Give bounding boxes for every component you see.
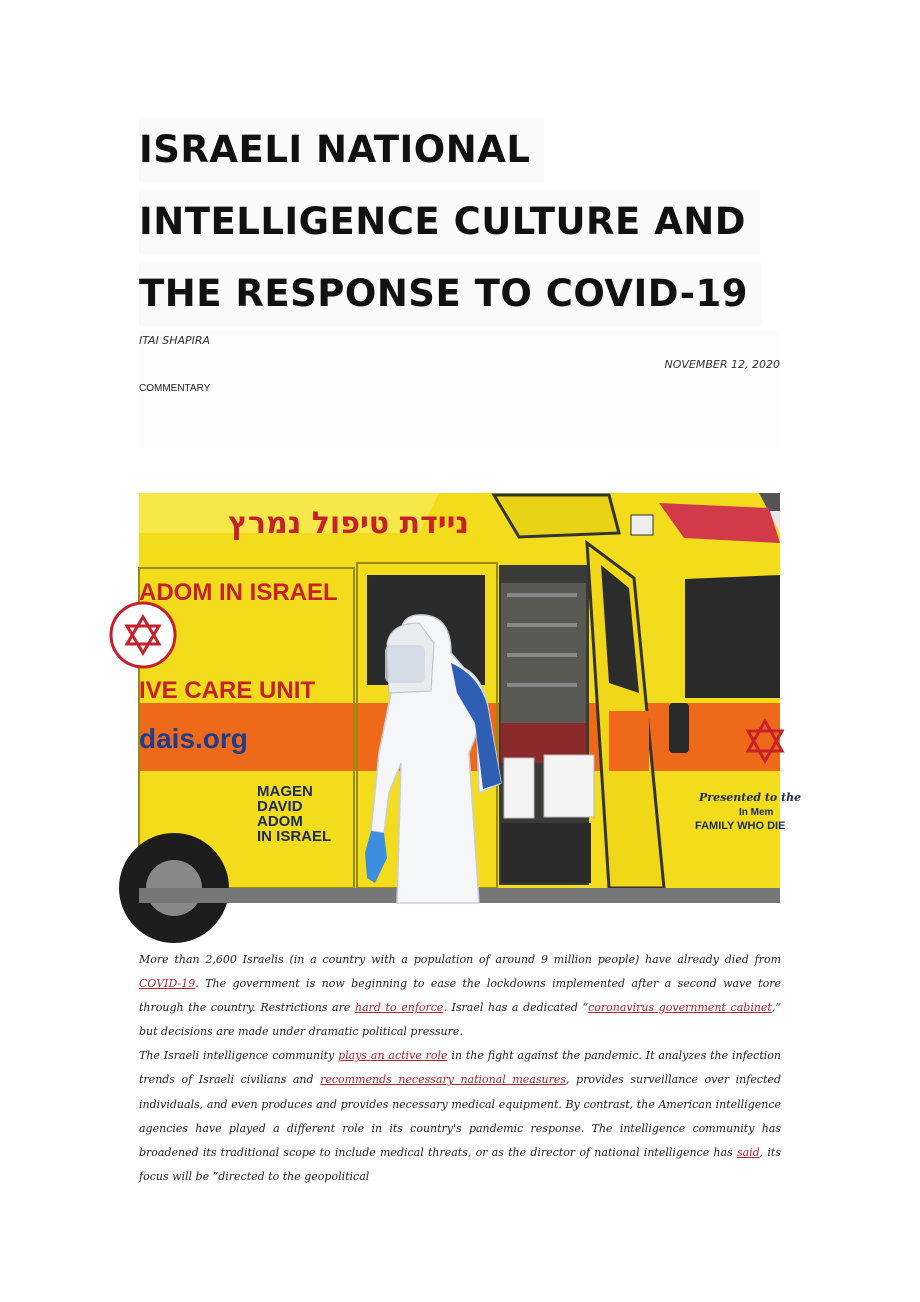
paragraph-1 bbox=[139, 948, 781, 1044]
category-tag[interactable]: COMMENTARY bbox=[139, 383, 211, 394]
side-text-url: dais.org bbox=[139, 723, 248, 754]
p2-link-5[interactable]: said bbox=[736, 1145, 760, 1159]
author-name[interactable]: ITAI SHAPIRA bbox=[139, 334, 211, 347]
logo-word-2: DAVID bbox=[257, 798, 303, 815]
article-body bbox=[139, 948, 781, 1189]
side-text-adom: ADOM IN ISRAEL bbox=[139, 579, 338, 606]
p1-link-5[interactable]: coronavirus government cabinet bbox=[588, 1001, 772, 1015]
ambulance-illustration bbox=[139, 493, 802, 903]
logo-word-3: ADOM bbox=[257, 813, 303, 830]
article-title-line-1: ISRAELI NATIONAL bbox=[139, 118, 544, 182]
p1-text-0: More than 2,600 Israelis (in a country with a population of around 9 million people) have already died from bbox=[139, 953, 781, 966]
paragraph-2 bbox=[139, 1044, 781, 1189]
meta-block-background bbox=[139, 330, 780, 448]
logo-word-4: IN ISRAEL bbox=[257, 828, 332, 845]
p2-link-3[interactable]: recommends necessary national measures bbox=[320, 1073, 566, 1087]
hebrew-sign-text: ניידת טיפול נמרץ bbox=[228, 506, 469, 541]
side-text-care-unit: IVE CARE UNIT bbox=[139, 677, 316, 704]
article-title-line-3: THE RESPONSE TO COVID-19 bbox=[139, 262, 762, 326]
p2-text-4: , provides surveillance over infected individuals, and even produces and provides necessary medical equipment. By contrast, the American intelligence agencies have played a different role in its country's pandemic response. The intelligence community has broadened its traditional scope to include medical threats, or as the director of national intelligence has bbox=[139, 1073, 781, 1159]
p1-text-2: . The government is now beginning to ease the lockdowns implemented after a second wave tore through the country. Restrictions are bbox=[139, 977, 781, 1015]
p2-text-6: , its focus will be “directed to the geopolitical bbox=[139, 1145, 781, 1183]
p1-link-1[interactable]: COVID-19 bbox=[139, 977, 196, 991]
p1-link-3[interactable]: hard to enforce bbox=[355, 1001, 444, 1015]
p2-link-1[interactable]: plays an active role bbox=[338, 1049, 448, 1063]
p2-text-0: The Israeli intelligence community bbox=[139, 1049, 339, 1063]
plaque-text-3: FAMILY WHO DIE bbox=[695, 820, 786, 832]
article-title-line-2: INTELLIGENCE CULTURE AND bbox=[139, 190, 760, 254]
plaque-text-1: Presented to the bbox=[699, 791, 802, 804]
logo-word-1: MAGEN bbox=[257, 783, 313, 800]
publish-date: NOVEMBER 12, 2020 bbox=[664, 358, 780, 371]
p2-text-2: in the fight against the pandemic. It analyzes the infection trends of Israeli civilians and bbox=[139, 1049, 781, 1087]
plaque-text-2: In Mem bbox=[739, 807, 774, 818]
hero-image bbox=[139, 493, 802, 903]
p1-text-4: . Israel has a dedicated “ bbox=[443, 1001, 589, 1015]
p1-text-6: ,” but decisions are made under dramatic political pressure. bbox=[139, 1001, 781, 1039]
